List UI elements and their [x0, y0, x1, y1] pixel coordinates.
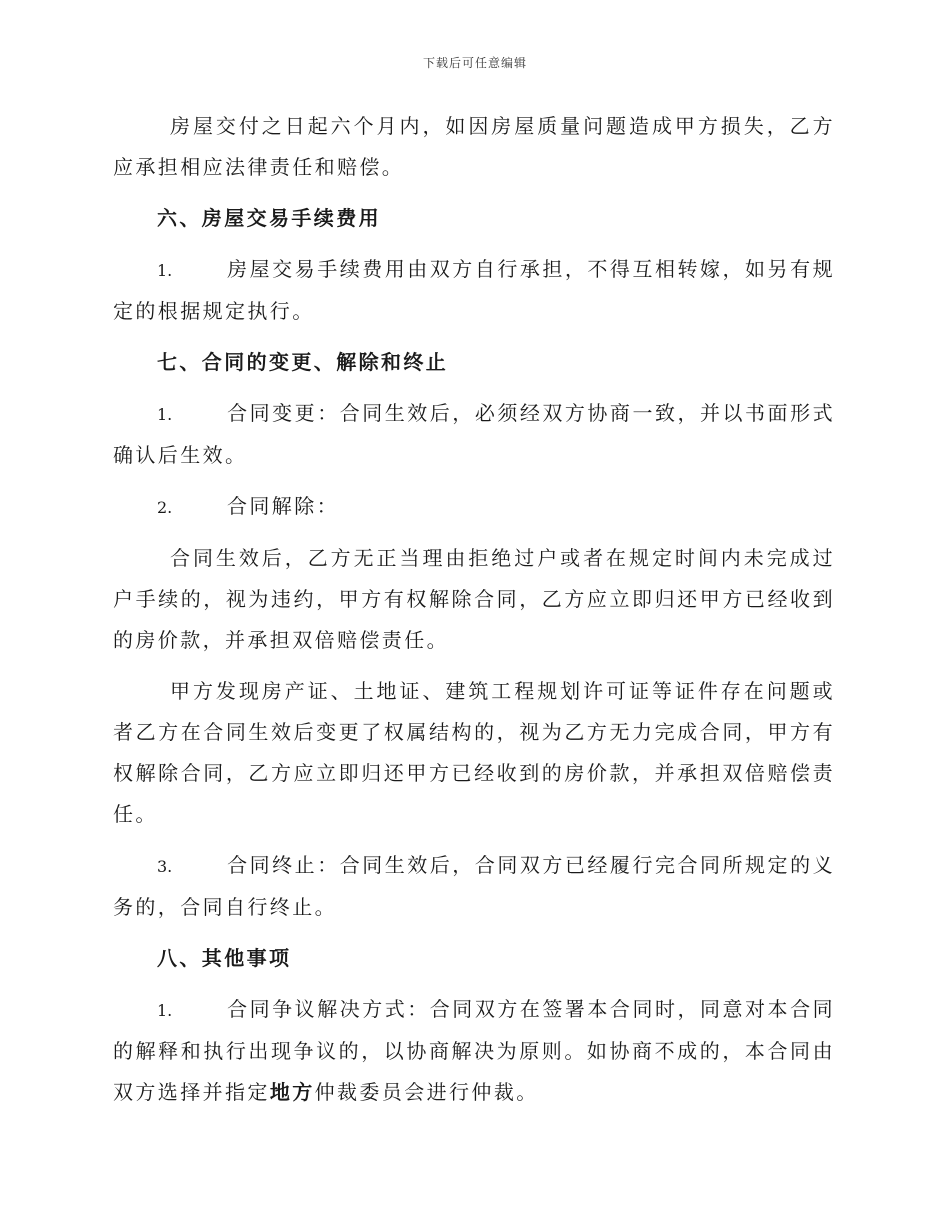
section-heading-8: 八、其他事项 [157, 946, 292, 970]
item-number: 1. [157, 261, 173, 280]
item-number: 1. [157, 405, 173, 424]
paragraph-termination-seller: 甲方发现房产证、土地证、建筑工程规划许可证等证件存在问题或者乙方在合同生效后变更了权属结构的，视为乙方无力完成合同，甲方有权解除合同，乙方应立即归还甲方已经收到的房价款，并承担双倍赔偿责任。 [113, 679, 835, 826]
item-number: 3. [157, 857, 173, 876]
list-item [113, 393, 835, 476]
item-number: 1. [157, 1001, 173, 1020]
item-text: 合同争议解决方式：合同双方在签署本合同时，同意对本合同的解释和执行出现争议的，以协商解决为原则。如协商不成的，本合同由双方选择并指定 [113, 997, 835, 1104]
item-text: 合同解除： [227, 494, 339, 518]
list-item [113, 989, 835, 1113]
item-text: 房屋交易手续费用由双方自行承担，不得互相转嫁，如另有规定的根据规定执行。 [113, 257, 835, 323]
list-item [113, 486, 835, 528]
page-header: 下载后可任意编辑 [422, 56, 527, 70]
item-text: 合同终止：合同生效后，合同双方已经履行完合同所规定的义务的，合同自行终止。 [113, 853, 835, 919]
section-heading-7: 七、合同的变更、解除和终止 [157, 350, 449, 374]
list-item [113, 845, 835, 928]
list-item [113, 249, 835, 332]
item-text: 合同变更：合同生效后，必须经双方协商一致，并以书面形式确认后生效。 [113, 401, 835, 467]
section-heading-6: 六、房屋交易手续费用 [157, 206, 381, 230]
item-number: 2. [157, 498, 173, 517]
item-text: 仲裁委员会进行仲裁。 [314, 1080, 539, 1104]
document-body [113, 106, 835, 1123]
paragraph-quality-liability: 房屋交付之日起六个月内，如因房屋质量问题造成甲方损失，乙方应承担相应法律责任和赔偿。 [113, 114, 835, 179]
item-text-emphasis: 地方 [269, 1080, 315, 1104]
paragraph-termination-buyer: 合同生效后，乙方无正当理由拒绝过户或者在规定时间内未完成过户手续的，视为违约，甲方有权解除合同，乙方应立即归还甲方已经收到的房价款，并承担双倍赔偿责任。 [113, 546, 835, 652]
